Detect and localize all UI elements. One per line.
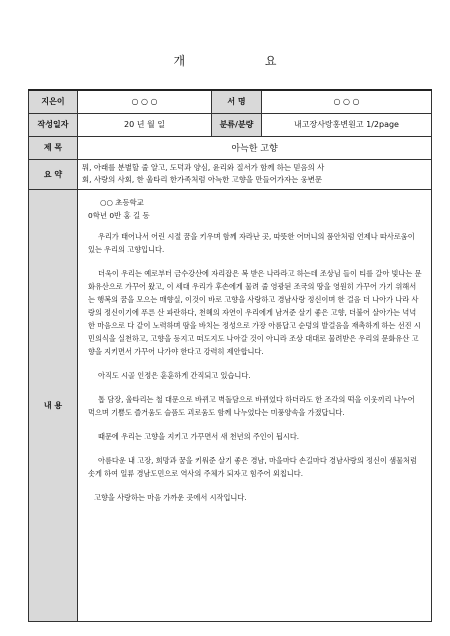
content-label: 내 용 — [29, 189, 78, 621]
outline-form — [28, 89, 432, 622]
content-paragraph-1: 우리가 태어나서 어린 시절 꿈을 키우며 함께 자라난 곳, 따뜻한 어머니의 품안처럼 언제나 따사로움이 있는 우리의 고향입니다. — [88, 231, 415, 254]
category-label: 분류/분량 — [212, 113, 262, 136]
summary-cell — [78, 159, 432, 189]
content-paragraph-4: 톱 담장, 울타리는 철 대문으로 바뀌고 벽돌담으로 바뀌었다 하더라도 한 조각의 떡을 이웃끼리 나누어 먹으며 기쁨도 즐거움도 슬픔도 괴로움도 함께 나누었다는 미풍양속을 가졌답니다. — [88, 394, 415, 417]
category-value: 내고장사랑홍변원고 1/2page — [262, 113, 432, 136]
summary-line-2: 회, 사랑의 사회, 한 울타리 한가족처럼 아늑한 고향을 만들어가자는 웅변문 — [82, 175, 323, 184]
author-label: 지은이 — [29, 90, 78, 113]
school-name: ○○ 초등학교 — [100, 197, 144, 207]
document-title: 개 요 — [173, 54, 315, 68]
author-value: ○ ○ ○ — [78, 90, 212, 113]
content-paragraph-6: 아름다운 내 고장, 희망과 꿈을 키워준 살기 좋은 경남, 마을마다 손길마다 경남사랑의 정신이 샘물처럼 솟게 하여 일류 경남도민으로 역사의 주체가 되자고 힘주어 외칩니다. — [88, 455, 417, 478]
date-value: 20 년 월 일 — [78, 113, 212, 136]
content-paragraph-5: 때문에 우리는 고향을 지키고 가꾸면서 새 천년의 주인이 됩시다. — [98, 431, 300, 441]
content-paragraph-2: 더욱이 우리는 예로부터 금수강산에 자리잡은 복 받은 나라라고 하는데 조상님 들이 티를 갈아 빛나는 문화유산으로 가꾸어 왔고, 이 세대 우리가 후손에게 물려 줄 영광된 조국의 땅을 영원히 가꾸어 가기 위해서는 행복의 꿈을 모으는 매향실, 이것이 바로 고향을 사랑하고 경남사랑 정신이며 한 걸음 더 나아가 나라 사랑의 정신이기에 푸른 산 파란하다, 천혜의 자연이 우리에게 남겨준 살기 좋은 고향, 더불어 살아가는 넉넉한 마음으로 다 같이 노력하며 땀을 바치는 정성으로 가장 아름답고 순덩의 발걸음을 재촉하게 하는 선진 시민의식을 실천하고, 고향을 등지고 떠도지도 나아갈 것이 아니라 조상 대대로 물려받은 우리의 문화유산 고향을 지키면서 가꾸어 나가야 한다고 강력히 제안합니다. — [88, 268, 422, 356]
date-label: 작성일자 — [29, 113, 78, 136]
reviewer-label: 서 명 — [212, 90, 262, 113]
student-name: 0학년 0반 홍 길 동 — [88, 210, 150, 220]
reviewer-value: ○ ○ ○ — [262, 90, 432, 113]
content-paragraph-7: 고향을 사랑하는 마음 가까운 곳에서 시작입니다. — [94, 492, 247, 502]
subject-value: 아늑한 고향 — [78, 136, 432, 159]
content-body — [78, 189, 432, 621]
summary-label: 요 약 — [29, 159, 78, 189]
summary-line-1: 뭐, 아래를 분별할 줄 알고, 도덕과 양심, 윤리와 질서가 함께 하는 믿음의 사 — [82, 163, 325, 172]
subject-label: 제 목 — [29, 136, 78, 159]
content-paragraph-3: 아직도 시골 인정은 훈훈하게 간직되고 있습니다. — [98, 370, 251, 380]
